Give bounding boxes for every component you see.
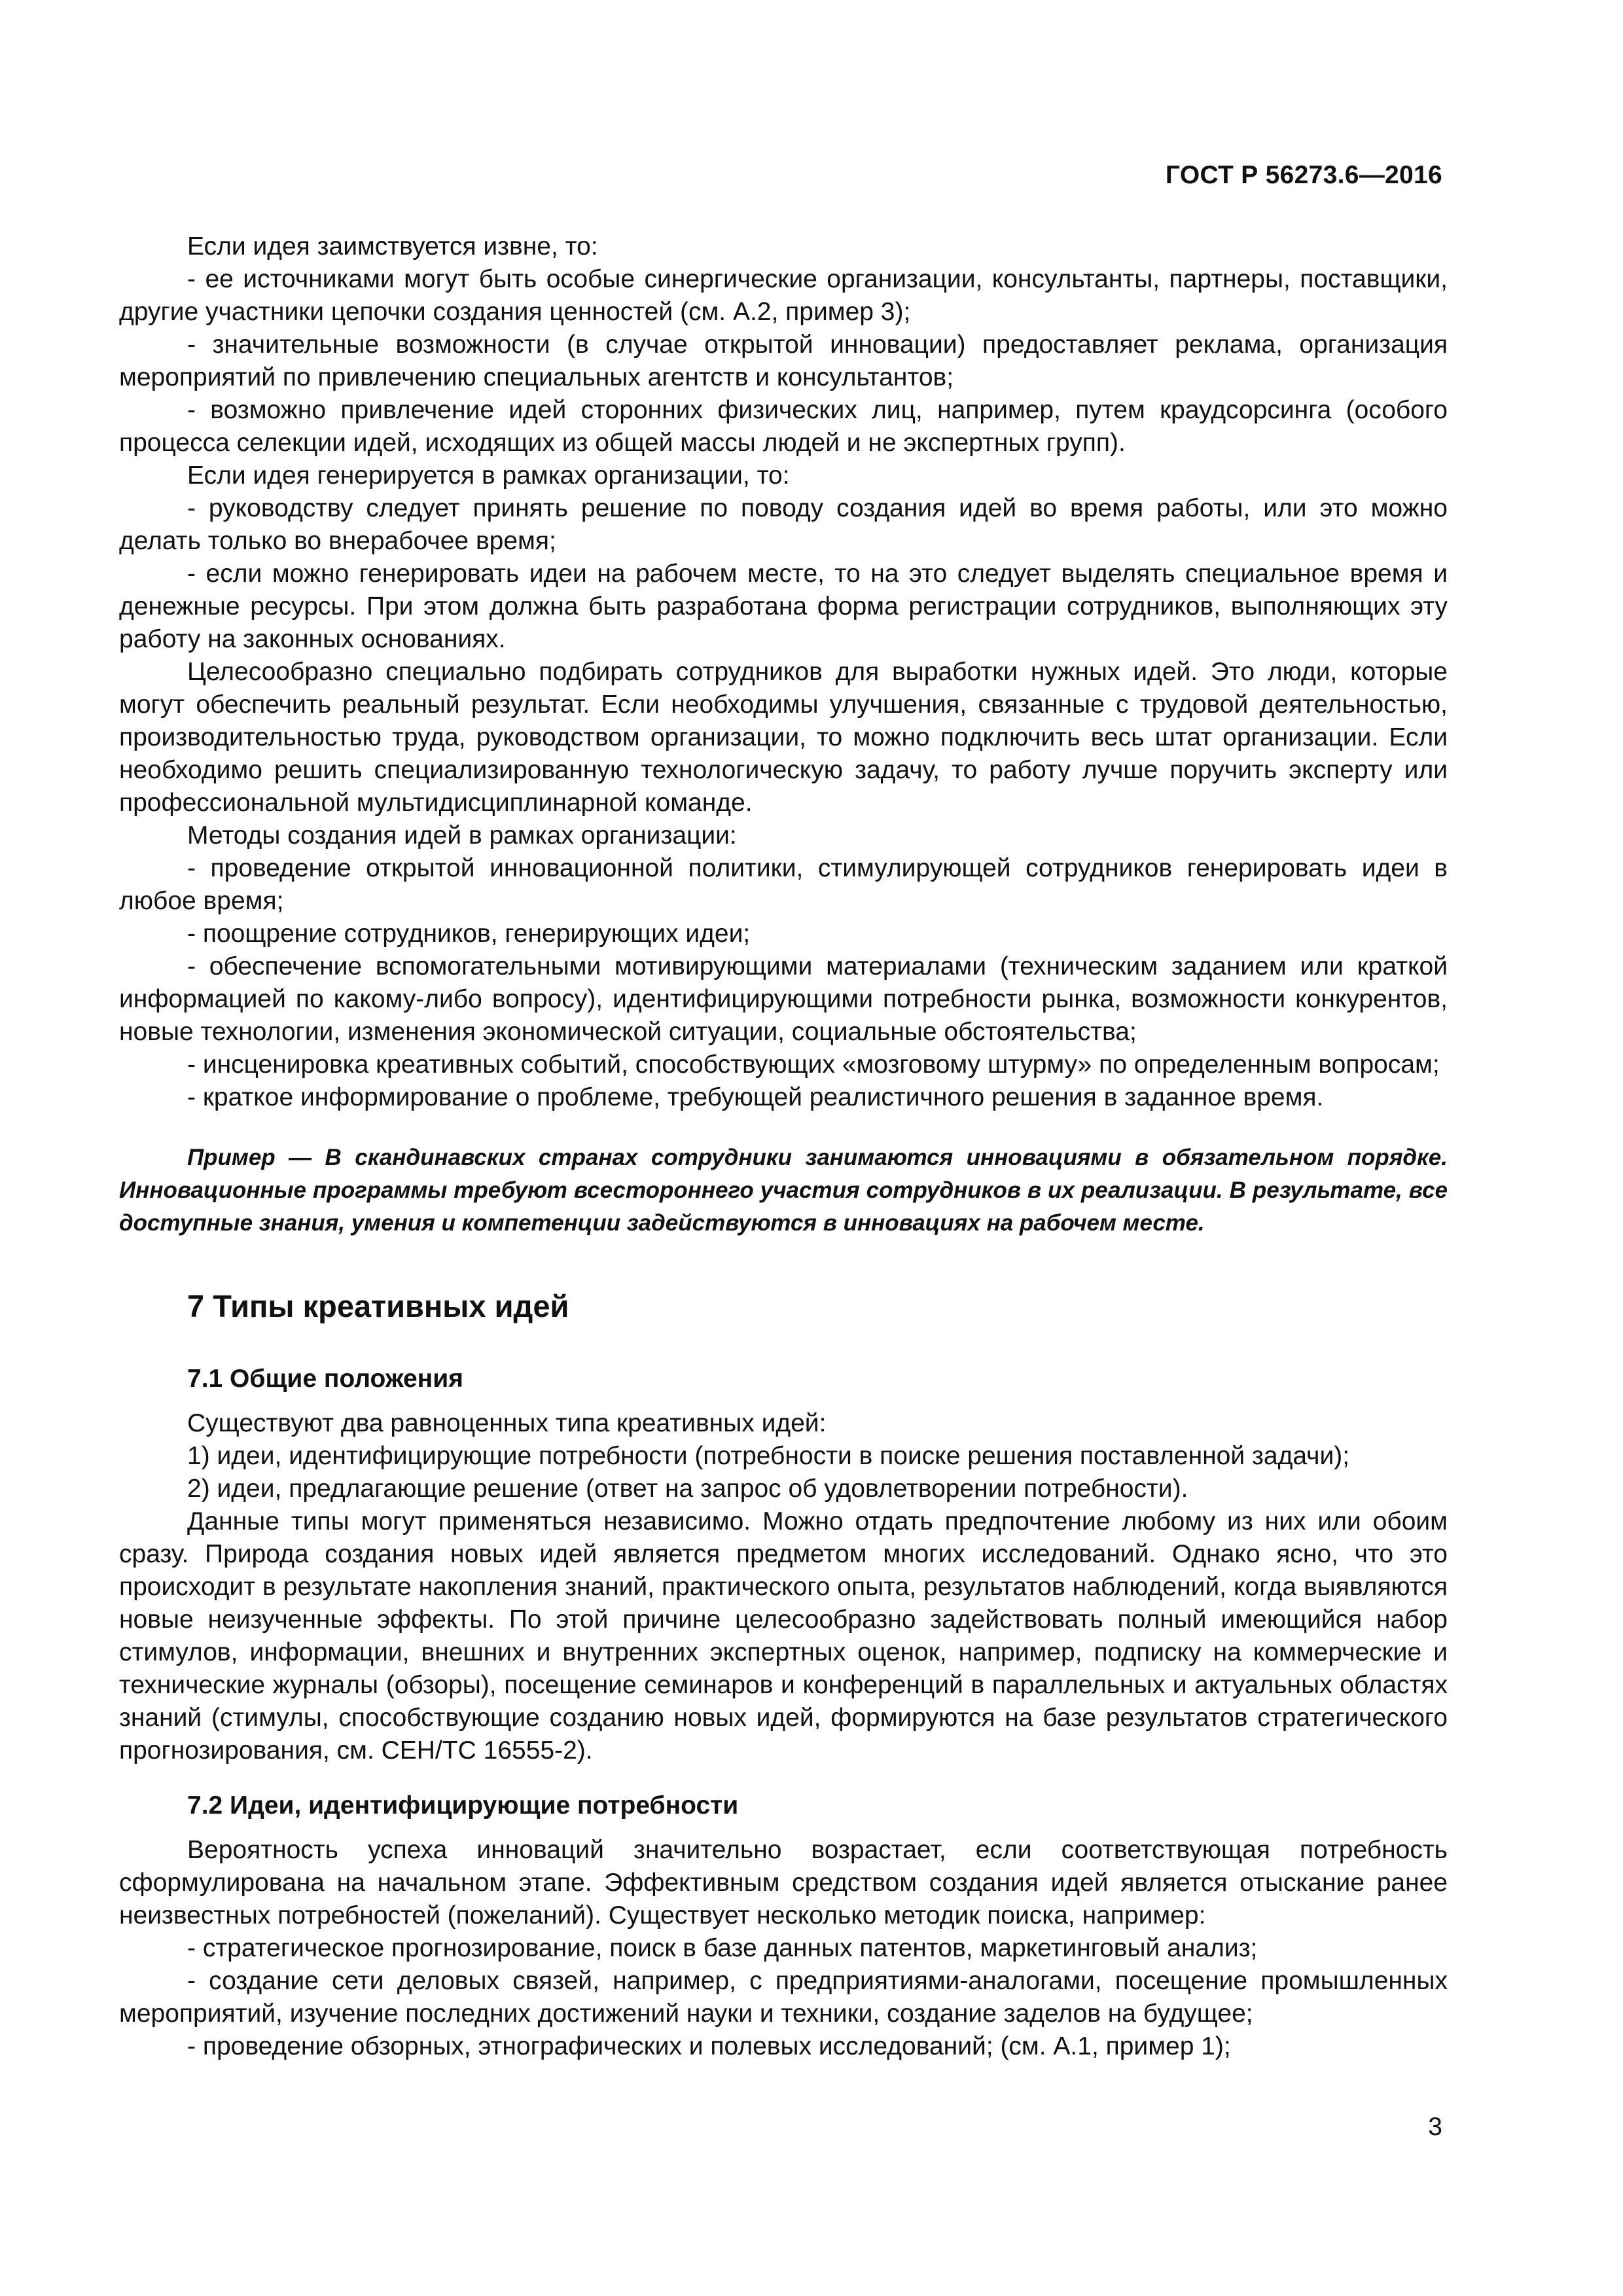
example-note: Пример — В скандинавских странах сотрудники занимаются инновациями в обязательном порядке. Инновационные программы требуют всестороннего участия сотрудников в их реализации. В результате, все доступные знания, умения и компетенции задействуются в инновациях на рабочем месте. (119, 1145, 1448, 1236)
body-paragraph: - если можно генерировать идеи на рабочем месте, то на это следует выделять специальное время и денежные ресурсы. При этом должна быть разработана форма регистрации сотрудников, выполняющих эту работу на законных основаниях. (119, 560, 1448, 653)
page-number: 3 (1428, 2113, 1442, 2141)
body-paragraph: Если идея генерируется в рамках организации, то: (187, 461, 790, 490)
body-paragraph: - возможно привлечение идей сторонних физических лиц, например, путем краудсорсинга (особого процесса селекции идей, исходящих из общей массы людей и не экспертных групп). (119, 396, 1448, 457)
body-paragraph: Вероятность успеха инноваций значительно возрастает, если соответствующая потребность сформулирована на начальном этапе. Эффективным средством создания идей является отыскание ранее неизвестных потребностей (пожеланий). Существует несколько методик поиска, например: (119, 1836, 1448, 1929)
body-paragraph: - краткое информирование о проблеме, требующей реалистичного решения в заданное время. (187, 1083, 1324, 1111)
section-7-heading: 7 Типы креативных идей (187, 1289, 569, 1323)
body-paragraph: - руководству следует принять решение по поводу создания идей во время работы, или это можно делать только во внерабочее время; (119, 494, 1448, 555)
body-paragraph: - инсценировка креативных событий, способствующих «мозговому штурму» по определенным вопросам; (187, 1050, 1440, 1079)
body-paragraph: - обеспечение вспомогательными мотивирующими материалами (техническим заданием или краткой информацией по какому-либо вопросу), идентифицирующими потребности рынка, возможности конкурентов, новые технологии, изменения экономической ситуации, социальные обстоятельства; (119, 952, 1448, 1046)
subsection-7-2-heading: 7.2 Идеи, идентифицирующие потребности (187, 1791, 739, 1820)
body-paragraph: Если идея заимствуется извне, то: (187, 232, 598, 260)
body-paragraph: Существуют два равноценных типа креативных идей: (187, 1409, 827, 1437)
list-item: 1) идеи, идентифицирующие потребности (потребности в поиске решения поставленной задачи); (187, 1442, 1350, 1470)
body-paragraph: - ее источниками могут быть особые синергические организации, консультанты, партнеры, поставщики, другие участники цепочки создания ценностей (см. А.2, пример 3); (119, 265, 1448, 326)
body-paragraph: - поощрение сотрудников, генерирующих идеи; (187, 920, 751, 948)
body-paragraph: - значительные возможности (в случае открытой инновации) предоставляет реклама, организация мероприятий по привлечению специальных агентств и консультантов; (119, 331, 1448, 391)
list-item: - стратегическое прогнозирование, поиск в базе данных патентов, маркетинговый анализ; (187, 1934, 1258, 1962)
body-paragraph: - проведение открытой инновационной политики, стимулирующей сотрудников генерировать идеи в любое время; (119, 854, 1448, 915)
subsection-7-1-heading: 7.1 Общие положения (187, 1365, 463, 1393)
body-paragraph: Методы создания идей в рамках организации: (187, 821, 737, 850)
page-content (119, 230, 1448, 2063)
body-paragraph: Данные типы могут применяться независимо. Можно отдать предпочтение любому из них или обоим сразу. Природа создания новых идей является предметом многих исследований. Однако ясно, что это происходит в результате накопления знаний, практического опыта, результатов наблюдений, когда выявляются новые неизученные эффекты. По этой причине целесообразно задействовать полный имеющийся набор стимулов, информации, внешних и внутренних экспертных оценок, например, подписку на коммерческие и технические журналы (обзоры), посещение семинаров и конференций в параллельных и актуальных областях знаний (стимулы, способствующие созданию новых идей, формируются на базе результатов стратегического прогнозирования, см. СЕН/ТС 16555-2). (119, 1507, 1448, 1765)
list-item: 2) идеи, предлагающие решение (ответ на запрос об удовлетворении потребности). (187, 1475, 1188, 1503)
list-item: - проведение обзорных, этнографических и полевых исследований; (см. А.1, пример 1); (187, 2032, 1231, 2060)
document-code-header: ГОСТ Р 56273.6—2016 (1165, 161, 1442, 189)
body-paragraph: Целесообразно специально подбирать сотрудников для выработки нужных идей. Это люди, которые могут обеспечить реальный результат. Если необходимы улучшения, связанные с трудовой деятельностью, производительностью труда, руководством организации, то можно подключить весь штат организации. Если необходимо решить специализированную технологическую задачу, то работу лучше поручить эксперту или профессиональной мультидисциплинарной команде. (119, 658, 1448, 817)
list-item: - создание сети деловых связей, например, с предприятиями-аналогами, посещение промышленных мероприятий, изучение последних достижений науки и техники, создание заделов на будущее; (119, 1967, 1448, 2028)
